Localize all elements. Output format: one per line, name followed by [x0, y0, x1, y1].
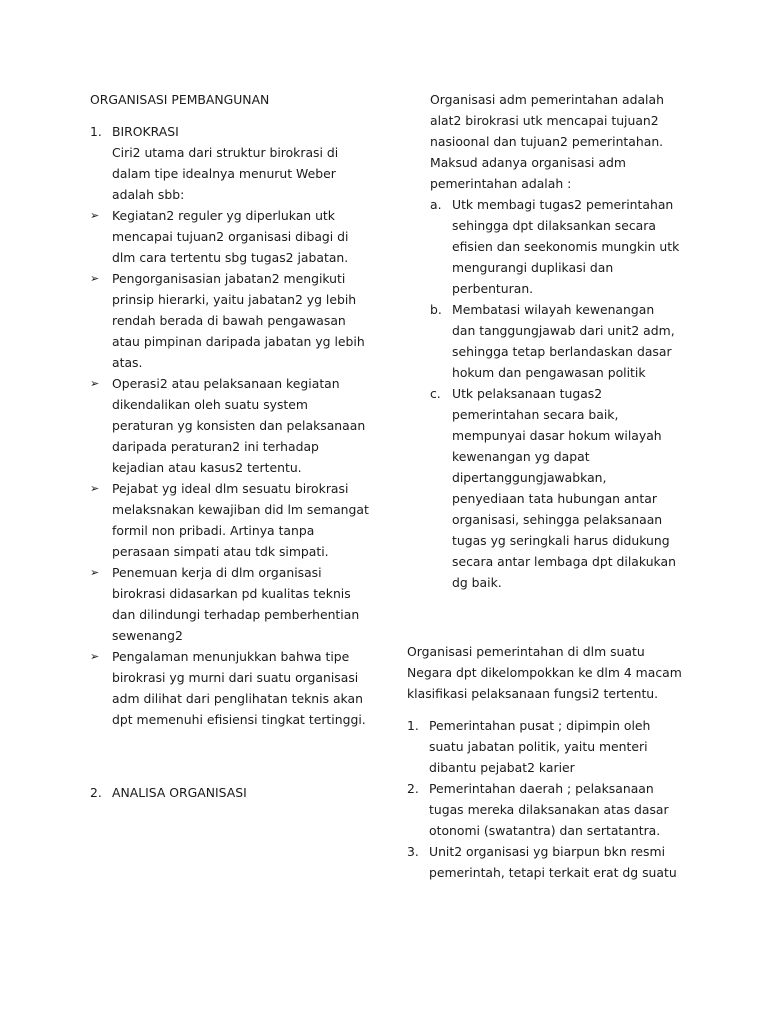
arrow-bullet-icon: ➢	[90, 650, 100, 663]
list-item	[90, 478, 370, 562]
arrow-bullet-icon: ➢	[90, 209, 100, 222]
list-item-text: Pemerintahan daerah ; pelaksanaan tugas mereka dilaksanakan atas dasar otonomi (swatantra) dan sertatantra.	[429, 781, 669, 838]
section-analisa-heading	[90, 782, 370, 803]
list-item-text: Pejabat yg ideal dlm sesuatu birokrasi melaksnakan kewajiban did lm semangat formil non pribadi. Artinya tanpa perasaan simpati atau tdk simpati.	[112, 481, 369, 559]
arrow-bullet-icon: ➢	[90, 482, 100, 495]
list-item	[407, 841, 682, 883]
section-heading: BIROKRASI	[112, 124, 179, 139]
list-marker: 1.	[407, 718, 419, 733]
section-birokrasi-heading	[90, 121, 370, 142]
list-item	[90, 205, 370, 268]
list-item-text: Pengalaman menunjukkan bahwa tipe birokrasi yg murni dari suatu organisasi adm dilihat dari penglihatan teknis akan dpt memenuhi efisiensi tingkat tertinggi.	[112, 649, 366, 727]
right-column-top	[430, 89, 680, 593]
list-marker: a.	[430, 197, 442, 212]
list-item-text: Pengorganisasian jabatan2 mengikuti prinsip hierarki, yaitu jabatan2 yg lebih rendah berada di bawah pengawasan atau pimpinan daripada jabatan yg lebih atas.	[112, 271, 365, 370]
list-item	[407, 778, 682, 841]
list-item-text: Operasi2 atau pelaksanaan kegiatan dikendalikan oleh suatu system peraturan yg konsisten dan pelaksanaan daripada peraturan2 ini terhadap kejadian atau kasus2 tertentu.	[112, 376, 366, 475]
list-item	[430, 194, 680, 299]
section-number: 1.	[90, 124, 102, 139]
list-item-text: Pemerintahan pusat ; dipimpin oleh suatu jabatan politik, yaitu menteri dibantu pejabat2 karier	[429, 718, 651, 775]
list-item	[90, 646, 370, 730]
bullet-list	[90, 205, 370, 730]
list-item	[430, 299, 680, 383]
list-item-text: Kegiatan2 reguler yg diperlukan utk mencapai tujuan2 organisasi dibagi di dlm cara tertentu sbg tugas2 jabatan.	[112, 208, 349, 265]
list-item	[407, 715, 682, 778]
list-item-text: Utk membagi tugas2 pemerintahan sehingga dpt dilaksankan secara efisien dan seekonomis mungkin utk mengurangi duplikasi dan perbenturan.	[452, 197, 680, 296]
list-item-text: Utk pelaksanaan tugas2 pemerintahan secara baik, mempunyai dasar hokum wilayah kewenangan yg dapat dipertanggungjawabkan, penyediaan tata hubungan antar organisasi, sehingga pelaksanaan tugas yg seringkali harus didukung secara antar lembaga dpt dilakukan dg baik.	[452, 386, 676, 590]
list-item-text: Penemuan kerja di dlm organisasi birokrasi didasarkan pd kualitas teknis dan dilindungi terhadap pemberhentian sewenang2	[112, 565, 360, 643]
list-marker: c.	[430, 386, 441, 401]
list-item	[90, 373, 370, 478]
arrow-bullet-icon: ➢	[90, 377, 100, 390]
list-item	[430, 383, 680, 593]
list-item-text: Membatasi wilayah kewenangan dan tanggungjawab dari unit2 adm, sehingga tetap berlandaskan dasar hokum dan pengawasan politik	[452, 302, 675, 380]
list-item	[90, 562, 370, 646]
section-number: 2.	[90, 785, 102, 800]
document-title: ORGANISASI PEMBANGUNAN	[90, 92, 270, 107]
section-intro: Ciri2 utama dari struktur birokrasi di dalam tipe idealnya menurut Weber adalah sbb:	[112, 145, 339, 202]
numbered-list	[407, 715, 682, 883]
list-marker: b.	[430, 302, 442, 317]
arrow-bullet-icon: ➢	[90, 566, 100, 579]
arrow-bullet-icon: ➢	[90, 272, 100, 285]
classification-paragraph: Organisasi pemerintahan di dlm suatu Negara dpt dikelompokkan ke dlm 4 macam klasifikasi pelaksanaan fungsi2 tertentu.	[407, 644, 682, 701]
list-marker: 2.	[407, 781, 419, 796]
list-item-text: Unit2 organisasi yg biarpun bkn resmi pemerintah, tetapi terkait erat dg suatu	[429, 844, 677, 880]
list-item	[90, 268, 370, 373]
section-heading: ANALISA ORGANISASI	[112, 785, 247, 800]
right-column-bottom	[407, 641, 682, 883]
left-column	[90, 89, 370, 803]
right-intro-paragraph: Organisasi adm pemerintahan adalah alat2 birokrasi utk mencapai tujuan2 nasioonal dan tujuan2 pemerintahan. Maksud adanya organisasi adm pemerintahan adalah :	[430, 92, 664, 191]
lettered-list	[430, 194, 680, 593]
list-marker: 3.	[407, 844, 419, 859]
